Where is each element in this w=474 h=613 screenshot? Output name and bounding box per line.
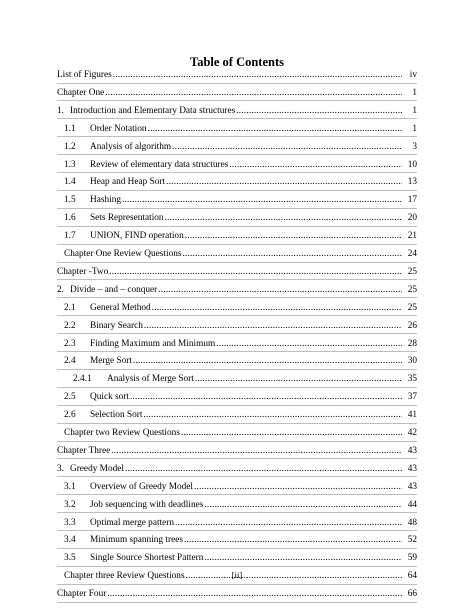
dot-leader [148, 123, 402, 135]
toc-entry-page: 1 [412, 123, 417, 134]
toc-entry-number: 2. [57, 284, 64, 295]
toc-entry-page: 52 [407, 535, 417, 546]
toc-entry-title: Merge Sort [90, 356, 132, 367]
toc-entry-page: 21 [407, 231, 417, 242]
toc-entry[interactable] [0, 463, 474, 475]
toc-entry-page: 43 [407, 463, 417, 474]
toc-entry[interactable] [0, 302, 474, 314]
toc-entry-number: 2.4.1 [73, 374, 92, 385]
toc-entry-title: List of Figures [57, 70, 112, 80]
toc-entry-number: 3.1 [64, 481, 76, 492]
row-separator [57, 387, 417, 388]
row-separator [57, 297, 417, 298]
dot-leader [204, 499, 402, 511]
dot-leader [175, 517, 402, 529]
row-separator [57, 369, 417, 370]
toc-entry[interactable] [0, 481, 474, 493]
toc-entry-page: 59 [407, 553, 417, 564]
dot-leader [229, 159, 402, 171]
toc-entry-page: 42 [407, 428, 417, 438]
dot-leader [144, 320, 402, 332]
toc-entry-number: 1.4 [64, 177, 76, 188]
toc-entry-number: 1.3 [64, 159, 76, 170]
toc-entry-title: Review of elementary data structures [90, 159, 229, 170]
toc-entry-title: Binary Search [90, 320, 143, 331]
row-separator [57, 548, 417, 549]
toc-entry[interactable] [0, 338, 474, 350]
toc-entry[interactable] [0, 552, 474, 564]
toc-entry-page: 48 [407, 517, 417, 528]
dot-leader [111, 445, 402, 457]
toc-entry-title: UNION, FIND operation [90, 231, 184, 242]
dot-leader [236, 105, 402, 117]
toc-entry-title: Finding Maximum and Minimum [90, 338, 216, 349]
toc-entry-title: General Method [90, 302, 151, 313]
dot-leader [185, 230, 402, 242]
dot-leader [105, 87, 402, 99]
toc-entry-title: Minimum spanning trees [90, 535, 183, 546]
toc-entry-number: 2.5 [64, 392, 76, 403]
toc-entry-page: 43 [407, 445, 417, 456]
toc-entry-number: 3. [57, 463, 64, 474]
row-separator [57, 566, 417, 567]
dot-leader [133, 355, 402, 367]
toc-entry[interactable] [0, 499, 474, 511]
dot-leader [184, 534, 402, 546]
toc-entry-title: Sets Representation [90, 213, 164, 224]
toc-entry-title: Single Source Shortest Pattern [90, 553, 204, 564]
toc-entry-number: 2.1 [64, 302, 76, 313]
toc-entry-title: Introduction and Elementary Data structures [70, 105, 236, 116]
row-separator [57, 262, 417, 263]
toc-entry-page: 10 [407, 159, 417, 170]
toc-entry-page: 35 [407, 374, 417, 385]
toc-entry-title: Quick sort [90, 392, 129, 403]
toc-entry-page: 43 [407, 481, 417, 492]
row-separator [57, 226, 417, 227]
dot-leader [204, 552, 402, 564]
toc-entry-page: 13 [407, 177, 417, 188]
row-separator [57, 279, 417, 280]
toc-entry-page: 37 [407, 392, 417, 403]
toc-entry-title: Chapter -Two [57, 266, 109, 277]
toc-entry[interactable] [0, 230, 474, 242]
row-separator [57, 118, 417, 119]
toc-entry-title: Optimal merge pattern [90, 517, 174, 528]
toc-entry-page: 3 [412, 141, 417, 152]
toc-entry-page: 25 [407, 284, 417, 295]
toc-entry[interactable] [0, 284, 474, 296]
dot-leader [195, 373, 402, 385]
toc-entry[interactable] [0, 248, 474, 260]
toc-entry[interactable] [0, 427, 474, 439]
toc-entry-title: Chapter One Review Questions [64, 249, 182, 259]
toc-entry[interactable] [0, 373, 474, 385]
toc-entry-number: 2.3 [64, 338, 76, 349]
toc-entry-title: Hashing [90, 195, 121, 206]
toc-entry-number: 3.3 [64, 517, 76, 528]
row-separator [57, 154, 417, 155]
toc-entry[interactable] [0, 445, 474, 457]
row-separator [57, 351, 417, 352]
toc-entry[interactable] [0, 266, 474, 278]
toc-entry-page: 25 [407, 302, 417, 313]
toc-entry[interactable] [0, 87, 474, 99]
toc-entry-page: 44 [407, 499, 417, 510]
toc-entry-title: Chapter three Review Questions [64, 571, 185, 582]
toc-entry-title: Analysis of Merge Sort [107, 374, 194, 385]
row-separator [57, 584, 417, 585]
row-separator [57, 315, 417, 316]
toc-entry-page: 64 [407, 571, 417, 582]
toc-entry[interactable] [0, 141, 474, 153]
toc-entry-title: Chapter Three [57, 445, 111, 456]
toc-entry[interactable] [0, 355, 474, 367]
dot-leader [166, 176, 402, 188]
toc-entry[interactable] [0, 105, 474, 117]
row-separator [57, 405, 417, 406]
toc-entry-page: 17 [407, 195, 417, 206]
toc-entry-title: Chapter Four [57, 589, 107, 600]
dot-leader [113, 69, 402, 81]
toc-entry[interactable] [0, 194, 474, 206]
dot-leader [152, 302, 402, 314]
toc-entry-number: 1.6 [64, 213, 76, 224]
row-separator [57, 458, 417, 459]
dot-leader [165, 212, 402, 224]
toc-entry-number: 1.7 [64, 231, 76, 242]
toc-entry-page: 25 [407, 266, 417, 277]
toc-entry-page: 26 [407, 320, 417, 331]
dot-leader [216, 338, 402, 350]
toc-entry-title: Greedy Model [70, 463, 124, 474]
row-separator [57, 441, 417, 442]
toc-entry[interactable] [0, 176, 474, 188]
toc-entry-title: Chapter One [57, 87, 105, 98]
row-separator [57, 530, 417, 531]
toc-entry-title: Selection Sort [90, 410, 143, 421]
toc-title: Table of Contents [190, 55, 284, 69]
toc-entry-number: 1.2 [64, 141, 76, 152]
toc-entry-page: 24 [407, 249, 417, 259]
row-separator [57, 172, 417, 173]
toc-entry-page: 30 [407, 356, 417, 367]
dot-leader [158, 284, 402, 296]
row-separator [57, 244, 417, 245]
toc-entry-number: 3.2 [64, 499, 76, 510]
toc-entry[interactable] [0, 212, 474, 224]
dot-leader [181, 427, 402, 439]
toc-entry-number: 1.5 [64, 195, 76, 206]
toc-entry-title: Divide – and – conquer [70, 284, 158, 295]
row-separator [57, 476, 417, 477]
row-separator [57, 190, 417, 191]
toc-entry[interactable] [0, 409, 474, 421]
toc-entry-page: iv [409, 70, 417, 80]
toc-entry-number: 3.4 [64, 535, 76, 546]
toc-entry-page: 1 [412, 87, 417, 98]
toc-entry-page: 1 [412, 105, 417, 116]
toc-entry-title: Analysis of algorithm [90, 141, 172, 152]
row-separator [57, 208, 417, 209]
dot-leader [130, 391, 402, 403]
row-separator [57, 602, 417, 603]
dot-leader [125, 463, 402, 475]
row-separator [57, 83, 417, 84]
dot-leader [109, 266, 402, 278]
toc-entry[interactable] [0, 391, 474, 403]
dot-leader [143, 409, 402, 421]
toc-entry-number: 2.4 [64, 356, 76, 367]
toc-entry[interactable] [0, 123, 474, 135]
row-separator [57, 512, 417, 513]
row-separator [57, 333, 417, 334]
row-separator [57, 494, 417, 495]
toc-entry[interactable] [0, 534, 474, 546]
toc-entry-number: 1.1 [64, 123, 76, 134]
toc-entry-title: Overview of Greedy Model [90, 481, 194, 492]
toc-entry-page: 28 [407, 338, 417, 349]
toc-entry-number: 1. [57, 105, 64, 116]
toc-entry-number: 2.2 [64, 320, 76, 331]
toc-entry-title: Heap and Heap Sort [90, 177, 166, 188]
toc-entry[interactable] [0, 159, 474, 171]
dot-leader [172, 141, 402, 153]
toc-entry-number: 3.5 [64, 553, 76, 564]
dot-leader [182, 248, 402, 260]
row-separator [57, 423, 417, 424]
dot-leader [194, 481, 402, 493]
dot-leader [107, 588, 402, 600]
page-number: [ii] [231, 570, 243, 580]
toc-entry[interactable] [0, 517, 474, 529]
toc-entry-page: 66 [407, 589, 417, 600]
toc-entry-page: 20 [407, 213, 417, 224]
toc-entry-title: Job sequencing with deadlines [90, 499, 204, 510]
row-separator [57, 100, 417, 101]
toc-entry[interactable] [0, 69, 474, 81]
toc-entry-title: Order Notation [90, 123, 147, 134]
toc-entry[interactable] [0, 588, 474, 600]
row-separator [57, 136, 417, 137]
toc-entry-title: Chapter two Review Questions [64, 428, 180, 438]
dot-leader [122, 194, 402, 206]
toc-entry-number: 2.6 [64, 410, 76, 421]
toc-entry-page: 41 [407, 410, 417, 421]
toc-entry[interactable] [0, 320, 474, 332]
